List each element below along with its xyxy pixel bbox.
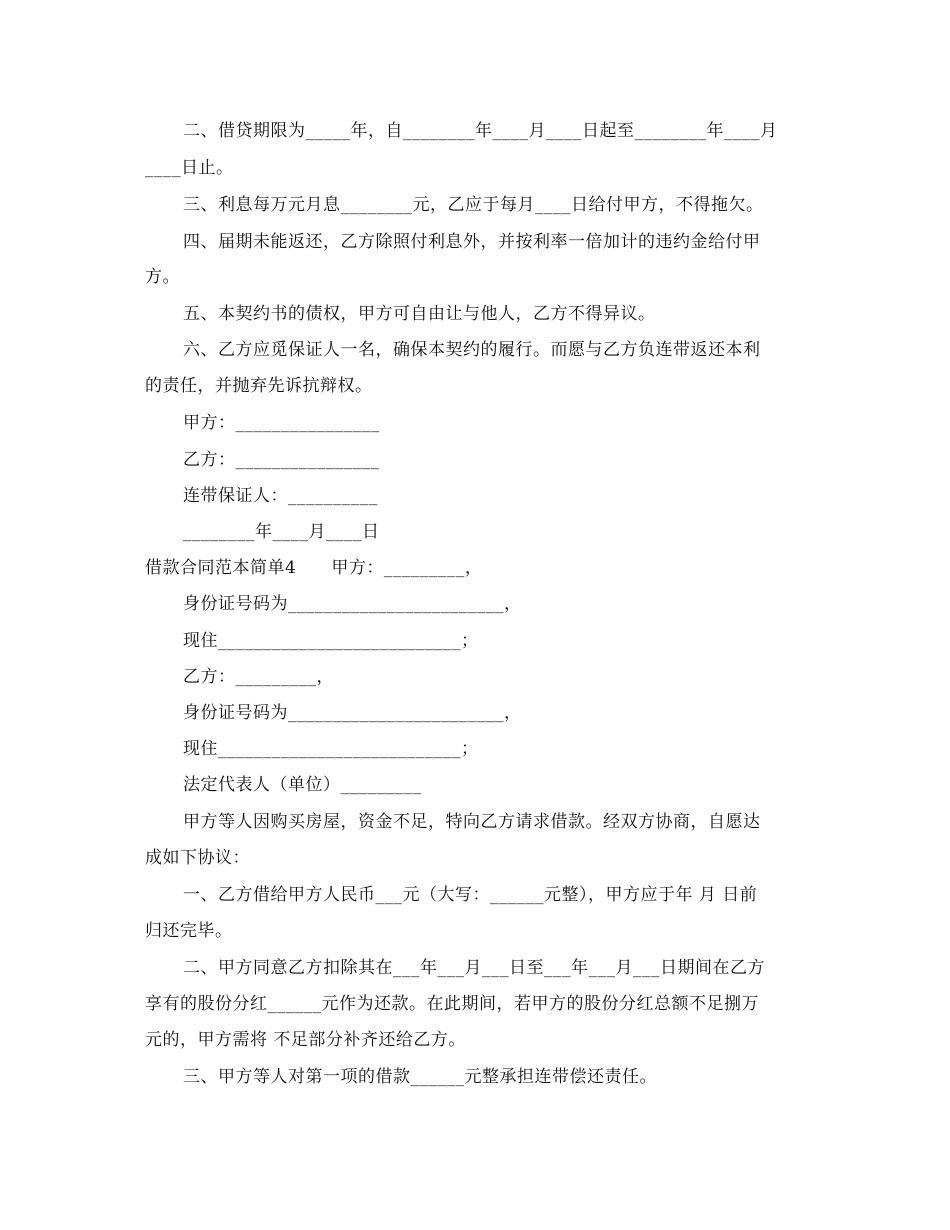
clause-4-line-2: 方。 xyxy=(145,267,180,287)
b-clause-2-line-1: 二、甲方同意乙方扣除其在___年___月___日至___年___月___日期间在乙方 xyxy=(183,958,765,978)
signature-date: ________年____月____日 xyxy=(183,522,380,542)
party-a-id-number: 身份证号码为________________________， xyxy=(183,594,522,614)
b-clause-2-line-2: 享有的股份分红______元作为还款。在此期间，若甲方的股份分红总额不足捌万 xyxy=(145,994,759,1014)
clause-5: 五、本契约书的债权，甲方可自由让与他人，乙方不得异议。 xyxy=(183,304,656,324)
b-clause-2-line-3: 元的，甲方需将 不足部分补齐还给乙方。 xyxy=(145,1030,466,1050)
party-b-address: 现住___________________________； xyxy=(183,739,479,759)
clause-6-line-1: 六、乙方应觅保证人一名，确保本契约的履行。而愿与乙方负连带返还本利 xyxy=(183,340,761,360)
clause-2-line-1: 二、借贷期限为_____年，自________年____月____日起至________年____月 xyxy=(183,121,778,141)
clause-3: 三、利息每万元月息________元，乙应于每月____日给付甲方，不得拖欠。 xyxy=(183,195,764,215)
legal-representative: 法定代表人（单位）_________ xyxy=(183,775,422,795)
party-a-address: 现住___________________________； xyxy=(183,631,479,651)
party-b-id-number: 身份证号码为________________________， xyxy=(183,703,522,723)
signature-party-a: 甲方：________________ xyxy=(183,413,380,433)
party-b: 乙方：_________， xyxy=(183,667,334,687)
signature-party-b: 乙方：________________ xyxy=(183,450,380,470)
clause-4-line-1: 四、届期未能返还，乙方除照付利息外，并按利率一倍加计的违约金给付甲 xyxy=(183,232,761,252)
contract-heading: 借款合同范本简单4 甲方：_________， xyxy=(145,558,483,578)
b-clause-1-line-1: 一、乙方借给甲方人民币___元（大写：______元整），甲方应于年 月 日前 xyxy=(183,885,758,905)
intro-line-2: 成如下协议： xyxy=(145,848,250,868)
intro-line-1: 甲方等人因购买房屋，资金不足，特向乙方请求借款。经双方协商，自愿达 xyxy=(183,812,761,832)
signature-guarantor: 连带保证人：__________ xyxy=(183,486,378,506)
b-clause-3: 三、甲方等人对第一项的借款______元整承担连带偿还责任。 xyxy=(183,1067,657,1087)
b-clause-1-line-2: 归还完毕。 xyxy=(145,921,233,941)
clause-2-line-2: ____日止。 xyxy=(145,158,234,178)
clause-6-line-2: 的责任，并抛弃先诉抗辩权。 xyxy=(145,376,373,396)
